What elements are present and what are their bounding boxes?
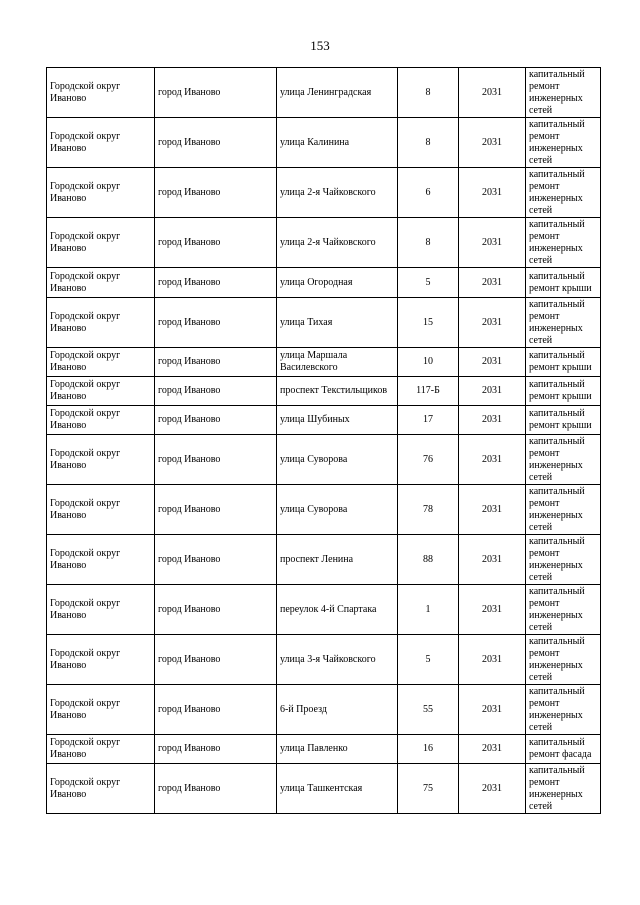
municipal-district-cell: Городской округ Иваново (47, 435, 155, 485)
house-number-cell: 88 (398, 535, 459, 585)
year-cell: 2031 (459, 298, 526, 348)
house-number-cell: 78 (398, 485, 459, 535)
city-cell: город Иваново (155, 406, 277, 435)
city-cell: город Иваново (155, 764, 277, 814)
street-cell: переулок 4-й Спартака (277, 585, 398, 635)
year-cell: 2031 (459, 168, 526, 218)
street-cell: 6-й Проезд (277, 685, 398, 735)
work-type-cell: капитальный ремонт инженерных сетей (526, 168, 601, 218)
street-cell: проспект Ленина (277, 535, 398, 585)
municipal-district-cell: Городской округ Иваново (47, 118, 155, 168)
table-row (47, 268, 601, 298)
work-type-cell: капитальный ремонт крыши (526, 268, 601, 298)
table-row (47, 298, 601, 348)
year-cell: 2031 (459, 685, 526, 735)
street-cell: проспект Текстильщиков (277, 377, 398, 406)
municipal-district-cell: Городской округ Иваново (47, 485, 155, 535)
work-type-cell: капитальный ремонт инженерных сетей (526, 764, 601, 814)
work-type-cell: капитальный ремонт инженерных сетей (526, 218, 601, 268)
house-number-cell: 1 (398, 585, 459, 635)
year-cell: 2031 (459, 268, 526, 298)
municipal-district-cell: Городской округ Иваново (47, 298, 155, 348)
year-cell: 2031 (459, 377, 526, 406)
house-number-cell: 17 (398, 406, 459, 435)
work-type-cell: капитальный ремонт крыши (526, 406, 601, 435)
city-cell: город Иваново (155, 298, 277, 348)
city-cell: город Иваново (155, 535, 277, 585)
municipal-district-cell: Городской округ Иваново (47, 168, 155, 218)
street-cell: улица Шубиных (277, 406, 398, 435)
street-cell: улица Ташкентская (277, 764, 398, 814)
municipal-district-cell: Городской округ Иваново (47, 685, 155, 735)
work-type-cell: капитальный ремонт инженерных сетей (526, 535, 601, 585)
house-number-cell: 5 (398, 635, 459, 685)
house-number-cell: 75 (398, 764, 459, 814)
house-number-cell: 8 (398, 68, 459, 118)
repair-schedule-table (46, 67, 601, 814)
table-row (47, 377, 601, 406)
municipal-district-cell: Городской округ Иваново (47, 218, 155, 268)
street-cell: улица Калинина (277, 118, 398, 168)
table-body (47, 68, 601, 814)
year-cell: 2031 (459, 348, 526, 377)
street-cell: улица Суворова (277, 485, 398, 535)
city-cell: город Иваново (155, 735, 277, 764)
municipal-district-cell: Городской округ Иваново (47, 635, 155, 685)
municipal-district-cell: Городской округ Иваново (47, 735, 155, 764)
year-cell: 2031 (459, 406, 526, 435)
work-type-cell: капитальный ремонт крыши (526, 377, 601, 406)
house-number-cell: 6 (398, 168, 459, 218)
work-type-cell: капитальный ремонт инженерных сетей (526, 635, 601, 685)
year-cell: 2031 (459, 218, 526, 268)
table-row (47, 764, 601, 814)
city-cell: город Иваново (155, 118, 277, 168)
municipal-district-cell: Городской округ Иваново (47, 348, 155, 377)
table-row (47, 485, 601, 535)
year-cell: 2031 (459, 535, 526, 585)
city-cell: город Иваново (155, 635, 277, 685)
work-type-cell: капитальный ремонт инженерных сетей (526, 585, 601, 635)
year-cell: 2031 (459, 435, 526, 485)
table-row (47, 68, 601, 118)
city-cell: город Иваново (155, 218, 277, 268)
city-cell: город Иваново (155, 435, 277, 485)
year-cell: 2031 (459, 485, 526, 535)
city-cell: город Иваново (155, 168, 277, 218)
work-type-cell: капитальный ремонт инженерных сетей (526, 685, 601, 735)
table-row (47, 218, 601, 268)
work-type-cell: капитальный ремонт инженерных сетей (526, 68, 601, 118)
house-number-cell: 10 (398, 348, 459, 377)
table-row (47, 585, 601, 635)
street-cell: улица Огородная (277, 268, 398, 298)
house-number-cell: 8 (398, 218, 459, 268)
house-number-cell: 15 (398, 298, 459, 348)
city-cell: город Иваново (155, 268, 277, 298)
work-type-cell: капитальный ремонт инженерных сетей (526, 485, 601, 535)
year-cell: 2031 (459, 585, 526, 635)
table-row (47, 118, 601, 168)
house-number-cell: 8 (398, 118, 459, 168)
table-row (47, 406, 601, 435)
municipal-district-cell: Городской округ Иваново (47, 764, 155, 814)
municipal-district-cell: Городской округ Иваново (47, 68, 155, 118)
house-number-cell: 117-Б (398, 377, 459, 406)
table-row (47, 635, 601, 685)
municipal-district-cell: Городской округ Иваново (47, 585, 155, 635)
city-cell: город Иваново (155, 685, 277, 735)
table-row (47, 685, 601, 735)
street-cell: улица 2-я Чайковского (277, 218, 398, 268)
city-cell: город Иваново (155, 377, 277, 406)
year-cell: 2031 (459, 118, 526, 168)
street-cell: улица Павленко (277, 735, 398, 764)
street-cell: улица 2-я Чайковского (277, 168, 398, 218)
work-type-cell: капитальный ремонт крыши (526, 348, 601, 377)
table-row (47, 435, 601, 485)
city-cell: город Иваново (155, 348, 277, 377)
house-number-cell: 55 (398, 685, 459, 735)
municipal-district-cell: Городской округ Иваново (47, 406, 155, 435)
house-number-cell: 76 (398, 435, 459, 485)
house-number-cell: 5 (398, 268, 459, 298)
house-number-cell: 16 (398, 735, 459, 764)
municipal-district-cell: Городской округ Иваново (47, 535, 155, 585)
table-row (47, 735, 601, 764)
table-row (47, 168, 601, 218)
year-cell: 2031 (459, 764, 526, 814)
work-type-cell: капитальный ремонт инженерных сетей (526, 435, 601, 485)
work-type-cell: капитальный ремонт инженерных сетей (526, 118, 601, 168)
street-cell: улица Ленинградская (277, 68, 398, 118)
municipal-district-cell: Городской округ Иваново (47, 377, 155, 406)
table-row (47, 348, 601, 377)
work-type-cell: капитальный ремонт инженерных сетей (526, 298, 601, 348)
city-cell: город Иваново (155, 585, 277, 635)
street-cell: улица Суворова (277, 435, 398, 485)
year-cell: 2031 (459, 635, 526, 685)
year-cell: 2031 (459, 68, 526, 118)
table-row (47, 535, 601, 585)
street-cell: улица Тихая (277, 298, 398, 348)
city-cell: город Иваново (155, 68, 277, 118)
municipal-district-cell: Городской округ Иваново (47, 268, 155, 298)
street-cell: улица Маршала Василевского (277, 348, 398, 377)
street-cell: улица 3-я Чайковского (277, 635, 398, 685)
year-cell: 2031 (459, 735, 526, 764)
page-number: 153 (310, 38, 330, 53)
work-type-cell: капитальный ремонт фасада (526, 735, 601, 764)
city-cell: город Иваново (155, 485, 277, 535)
